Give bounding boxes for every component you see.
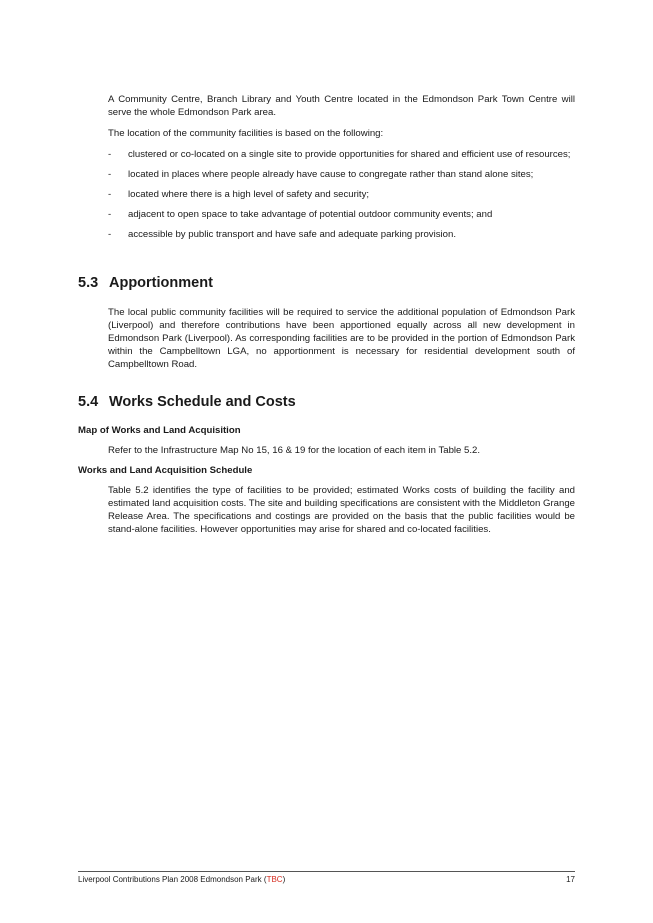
list-item xyxy=(108,188,575,201)
works-schedule-paragraph: Table 5.2 identifies the type of facilities to be provided; estimated Works costs of building the facility and estimated land acquisition costs. The site and building specifications are consistent with the Middleton Grange Release Area. The specifications and costings are provided on the basis that the public facilities would be stand-alone facilities. However opportunities may arise for shared and co-located facilities. xyxy=(108,485,575,535)
section-title: Apportionment xyxy=(109,275,213,291)
list-item-text: clustered or co-located on a single site to provide opportunities for shared and efficient use of resources; xyxy=(128,149,571,160)
location-criteria-list xyxy=(108,148,575,248)
list-item-text: adjacent to open space to take advantage of potential outdoor community events; and xyxy=(128,209,493,220)
tbc-marker: TBC xyxy=(266,875,283,884)
list-item-text: located where there is a high level of safety and security; xyxy=(128,189,370,200)
section-heading-apportionment xyxy=(78,274,213,292)
page-number: 17 xyxy=(566,875,575,884)
subheading-map-of-works: Map of Works and Land Acquisition xyxy=(78,425,241,436)
apportionment-paragraph: The local public community facilities will be required to service the additional population of Edmondson Park (Liverpool) and therefore contributions have been apportioned equally across all new development in Edmondson Park (Liverpool). As corresponding facilities are to be provided in the portion of Edmondson Park within the Campbelltown LGA, no apportionment is necessary for residential development south of Campbelltown Road. xyxy=(108,307,575,370)
map-of-works-paragraph: Refer to the Infrastructure Map No 15, 16 & 19 for the location of each item in Table 5.2. xyxy=(108,445,481,456)
list-item-text: located in places where people already have cause to congregate rather than stand alone sites; xyxy=(128,169,534,180)
intro-paragraph: A Community Centre, Branch Library and Youth Centre located in the Edmondson Park Town Centre will serve the whole Edmondson Park area. xyxy=(108,94,575,118)
list-item xyxy=(108,228,575,241)
footer-divider xyxy=(78,871,575,872)
section-heading-works-schedule xyxy=(78,393,296,411)
subheading-works-schedule: Works and Land Acquisition Schedule xyxy=(78,465,253,476)
list-item xyxy=(108,148,575,161)
list-item xyxy=(108,168,575,181)
section-number: 5.4 xyxy=(78,394,99,410)
section-number: 5.3 xyxy=(78,275,99,291)
section-title: Works Schedule and Costs xyxy=(109,394,296,410)
list-item xyxy=(108,208,575,221)
footer-doc-title: Liverpool Contributions Plan 2008 Edmondson Park (TBC) xyxy=(78,875,286,884)
bullet-marker: - xyxy=(108,229,112,240)
intro-lead-paragraph: The location of the community facilities is based on the following: xyxy=(108,128,384,139)
bullet-marker: - xyxy=(108,169,112,180)
bullet-marker: - xyxy=(108,149,112,160)
bullet-marker: - xyxy=(108,189,112,200)
bullet-marker: - xyxy=(108,209,112,220)
list-item-text: accessible by public transport and have safe and adequate parking provision. xyxy=(128,229,456,240)
